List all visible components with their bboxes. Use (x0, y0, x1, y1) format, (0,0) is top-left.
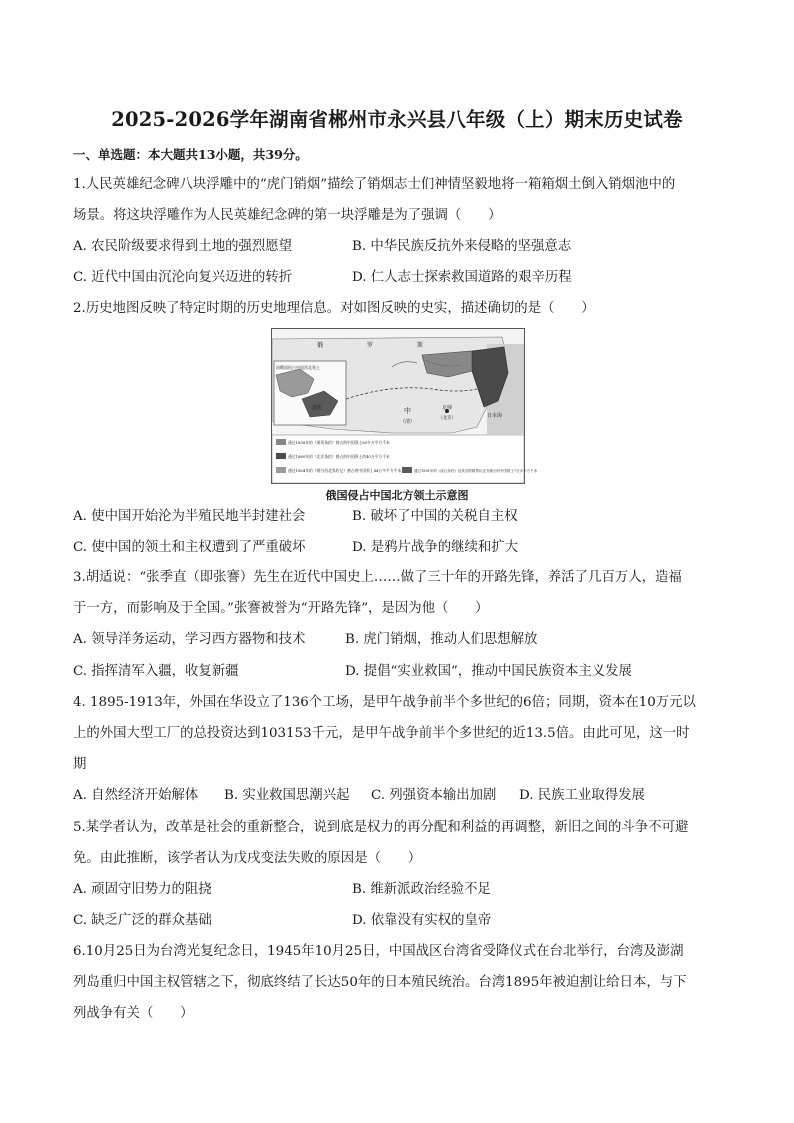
question-2-option-b: B. 破坏了中国的关税自主权 (352, 509, 518, 524)
map-caption: 俄国侵占中国北方领土示意图 (325, 489, 469, 502)
question-4-stem-line3: 期 (73, 757, 87, 772)
question-1-option-c: C. 近代中国由沉沦向复兴迈进的转折 (73, 270, 293, 285)
map-legend-3: 通过1864年的《勘分西北界约记》割占的中国领土44万多平方千米 (288, 468, 402, 473)
map-legend-2: 通过1860年的《北京条约》割占的中国领土约40万平方千米 (288, 454, 390, 459)
question-1-option-a: A. 农民阶级要求得到土地的强烈愿望 (73, 239, 293, 254)
question-5-option-a: A. 顽固守旧势力的阻挠 (73, 882, 212, 897)
question-1-stem-line1: 1.人民英雄纪念碑八块浮雕中的“虎门销烟”描绘了销烟志士们神情坚毅地将一箱箱烟土倒入销烟池中的 (73, 177, 676, 192)
question-6-stem-line2: 列岛重归中国主权管辖之下，彻底终结了长达50年的日本殖民统治。台湾1895年被迫割让给日本，与下 (73, 975, 687, 990)
question-1-stem-line2: 场景。将这块浮雕作为人民英雄纪念碑的第一块浮雕是为了强调（ ） (73, 208, 502, 223)
map-label-russia3: 斯 (417, 342, 424, 349)
question-2-option-d: D. 是鸦片战争的继续和扩大 (352, 540, 519, 555)
question-2-stem-line1: 2.历史地图反映了特定时期的历史地理信息。对如图反映的史实，描述确切的是（ ） (73, 301, 595, 316)
question-1-option-b: B. 中华民族反抗外来侵略的坚强意志 (352, 239, 572, 254)
question-4-option-d: D. 民族工业取得发展 (519, 788, 645, 803)
map-label-russia2: 罗 (367, 342, 374, 349)
question-3-stem-line2: 于一方，而影响及于全国。”张謇被誉为“开路先锋”，是因为他（ ） (73, 601, 489, 616)
map-label-beijing2: （北京） (438, 416, 456, 421)
question-4-stem-line2: 上的外国大型工厂的总投资达到103153千元，是甲午战争前半个多世纪的近13.5倍。由此可见，这一时 (73, 726, 690, 741)
question-3-option-b: B. 虎门销烟，推动人们思想解放 (345, 632, 538, 647)
historical-map-figure (271, 328, 538, 484)
question-3-option-a: A. 领导洋务运动，学习西方器物和技术 (73, 632, 306, 647)
question-4-stem-line1: 4. 1895-1913年，外国在华设立了136个工场，是甲午战争前半个多世纪的6倍；同期，资本在10万元以 (73, 695, 696, 710)
question-2-option-a: A. 使中国开始沦为半殖民地半封建社会 (73, 509, 306, 524)
question-2-option-c: C. 使中国的领土和主权遭到了严重破坏 (73, 540, 306, 555)
map-insert-title: 同俄国侵占中国西北领土 (276, 365, 320, 370)
question-4-option-a: A. 自然经济开始解体 (73, 788, 199, 803)
map-label-russia1: 俄 (317, 342, 324, 349)
question-5-stem-line2: 免。由此推断，该学者认为戊戌变法失败的原因是（ ） (73, 851, 422, 866)
map-label-dihua: 迪化 (312, 405, 323, 411)
map-label-japan-sea: 日本海 (487, 413, 503, 419)
question-5-option-b: B. 维新派政治经验不足 (352, 882, 491, 897)
exam-title: 2025-2026学年湖南省郴州市永兴县八年级（上）期末历史试卷 (111, 108, 683, 131)
question-3-option-d: D. 提倡“实业救国”，推动中国民族资本主义发展 (345, 664, 632, 679)
question-5-option-d: D. 依靠没有实权的皇帝 (352, 913, 492, 928)
question-4-option-b: B. 实业救国思潮兴起 (224, 788, 350, 803)
section-heading: 一、单选题：本大题共13小题，共39分。 (73, 147, 308, 162)
question-3-option-c: C. 指挥清军入疆，收复新疆 (73, 664, 239, 679)
map-label-china: 中 (404, 407, 411, 415)
question-5-option-c: C. 缺乏广泛的群众基础 (73, 913, 212, 928)
question-1-option-d: D. 仁人志士探索救国道路的艰辛历程 (352, 270, 572, 285)
question-5-stem-line1: 5.某学者认为，改革是社会的重新整合，说到底是权力的再分配和利益的再调整，新旧之间的斗争不可避 (73, 820, 689, 835)
question-4-option-c: C. 列强资本输出加剧 (371, 788, 497, 803)
question-3-stem-line1: 3.胡适说：“张季直（即张謇）先生在近代中国史上……做了三十年的开路先锋，养活了几百万人，造福 (73, 570, 682, 585)
map-label-qing: （清） (400, 419, 416, 425)
question-6-stem-line3: 列战争有关（ ） (73, 1006, 194, 1021)
russia-occupation-map (272, 329, 538, 483)
question-6-stem-line1: 6.10月25日为台湾光复纪念日，1945年10月25日，中国战区台湾省受降仪式在台北举行，台湾及澎湖 (73, 944, 684, 959)
map-label-beijing: 京师 (442, 405, 453, 411)
map-legend-1: 通过1858年的《瑷珲条约》割占的中国领土60多万平方千米 (288, 440, 390, 445)
map-legend-4: 通过1881年的《改订条约》及其后的勘界议定书割占的中国领土7万多平方千米 (414, 469, 538, 473)
